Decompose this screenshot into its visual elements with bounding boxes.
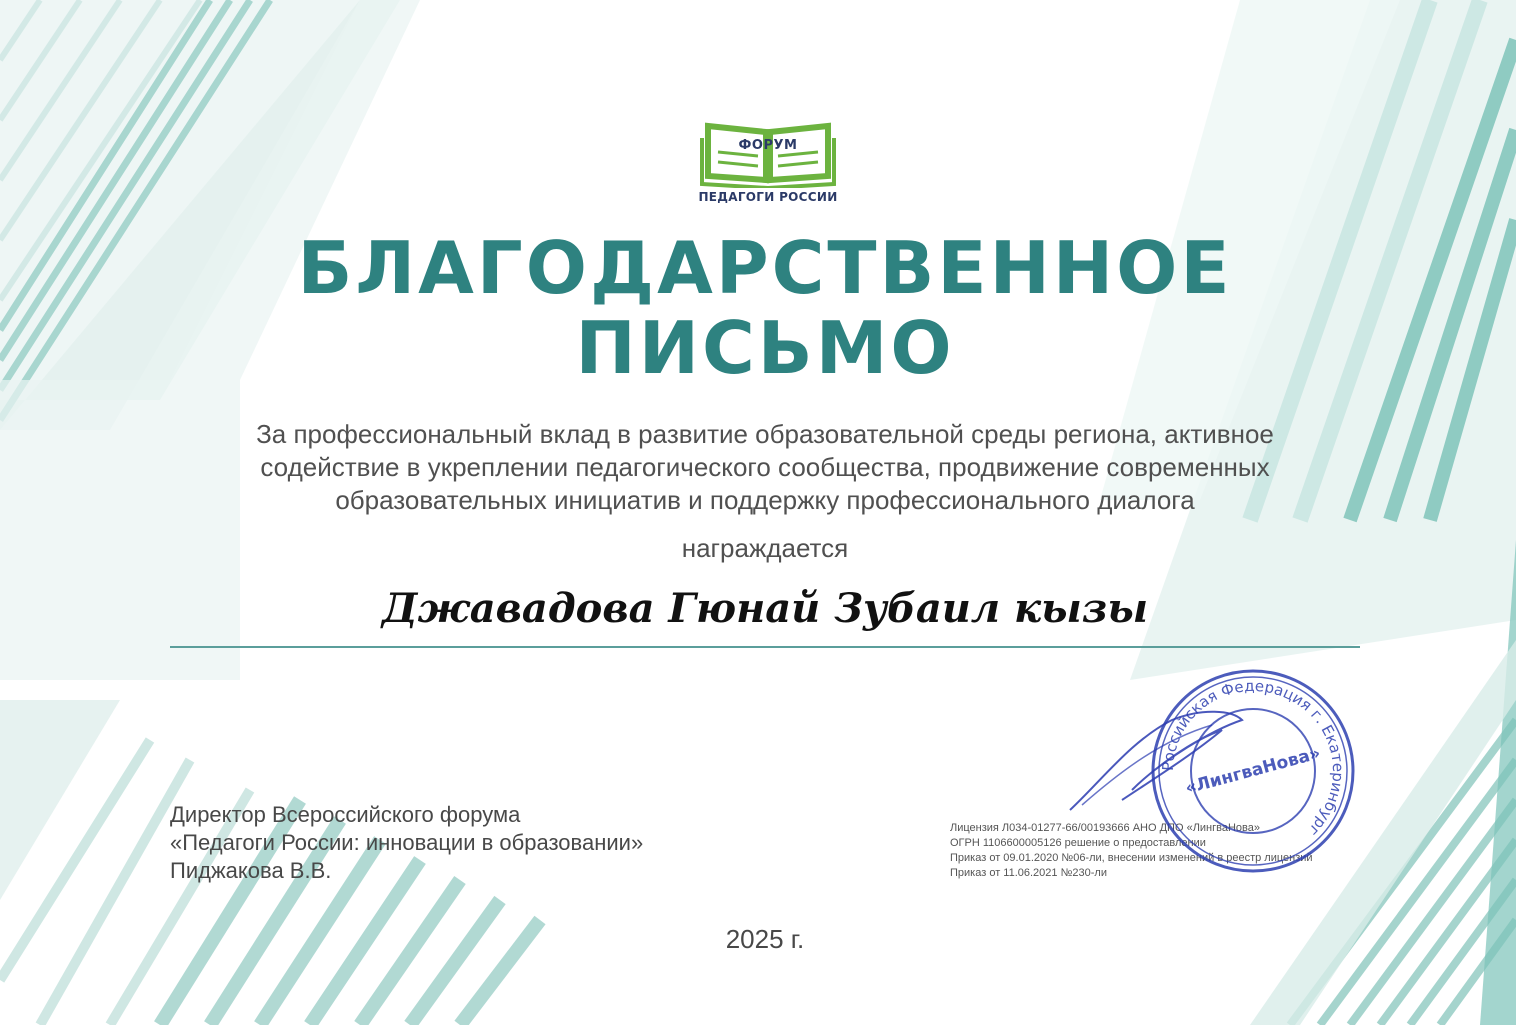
license-line: Лицензия Л034-01277-66/00193666 АНО ДПО «ЛингваНова»: [950, 822, 1260, 834]
stamp-ring-text: Российская Федерация г. Екатеринбург: [1158, 676, 1348, 840]
document-title-line1: БЛАГОДАРСТВЕННОЕ: [297, 226, 1233, 310]
recipient-name: Джавадова Гюнай Зубаил кызы: [381, 585, 1149, 632]
forum-logo: [688, 118, 848, 213]
awarded-label: награждается: [681, 533, 849, 563]
director-signature-block: [170, 801, 643, 885]
award-reason-line: За профессиональный вклад в развитие образовательной среды региона, активное: [256, 419, 1274, 449]
director-title: Директор Всероссийского форума: [170, 802, 521, 827]
director-name: Пиджакова В.В.: [170, 858, 332, 883]
stamp-center-text: «ЛингваНова»: [1183, 743, 1323, 799]
director-forum: «Педагоги России: инновации в образовании»: [170, 830, 644, 855]
license-line: Приказ от 11.06.2021 №230-ли: [950, 867, 1107, 879]
logo-forum-label: ФОРУМ: [738, 138, 798, 153]
document-title-line2: ПИСЬМО: [575, 306, 955, 390]
logo-subtitle: ПЕДАГОГИ РОССИИ: [698, 190, 838, 204]
handwritten-signature: [1062, 700, 1262, 820]
open-book-icon: [688, 118, 848, 188]
license-line: Приказ от 09.01.2020 №06-ли, внесении изменений в реестр лицензий: [950, 852, 1313, 864]
award-reason: [150, 418, 1380, 517]
award-reason-line: содействие в укреплении педагогического сообщества, продвижение современных: [260, 452, 1270, 482]
document-year: 2025 г.: [725, 924, 805, 954]
name-underline: [170, 646, 1360, 648]
license-line: ОГРН 1106600005126 решение о предоставлении: [950, 837, 1206, 849]
award-reason-line: образовательных инициатив и поддержку профессионального диалога: [335, 485, 1195, 515]
